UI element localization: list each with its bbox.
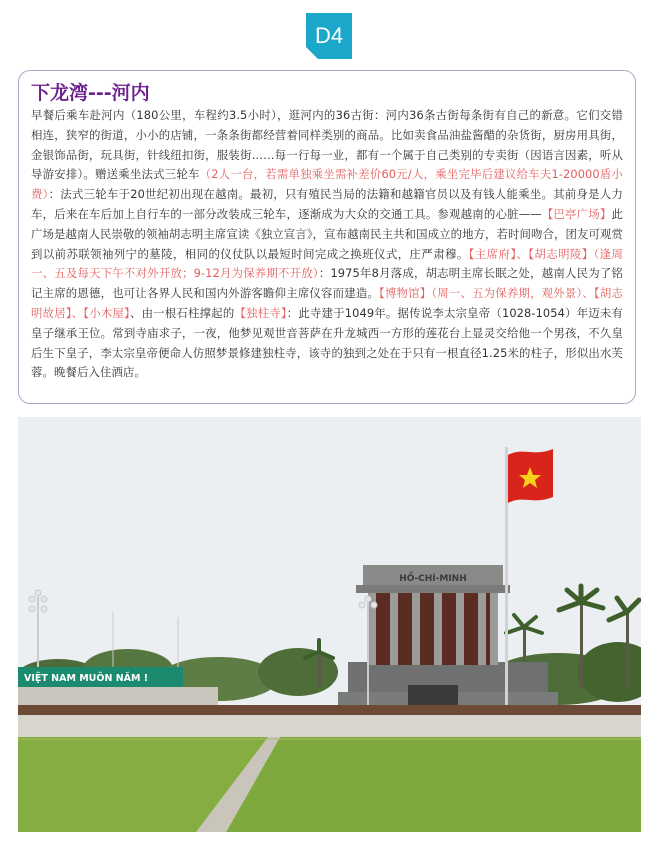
text-segment: 、由一根石柱撑起的 [129, 305, 235, 320]
text-segment: ：法式三轮车于20世纪初出现在越南。最初，只有殖民当局的法籍和越籍官员以及有钱人能乘坐。其前身是人力车，后来在车后加上自行车的一部分改装成三轮车，逐渐成为大众的交通工具。参观越南的心脏—— [31, 187, 623, 221]
text-segment: ：1975年8月落成，胡志明主席长眠之处，越南人民为了铭记主席的恩德，也可让各界人民和国内外游客瞻仰主席仪容而建造。 [31, 266, 623, 301]
lawn-right [226, 737, 641, 832]
highlight-segment: 【博物馆】（周一、五为保养期，观外景）、【胡志明故居】、【小木屋】 [31, 286, 623, 320]
itinerary-card [18, 70, 636, 404]
text-segment: 早餐后乘车赴河内（180公里，车程约3.5小时），逛河内的36古街：河内36条古街每条街有自己的新意。它们交错相连，狭窄的街道，小小的店铺，一条条街都经营着同样类别的商品。比如卖食品油盐酱醋的杂货街，厨房用具街，金银饰品街，玩具街，针线纽扣街，服装街……每一行每一业，都有一个属于自己类别的专卖街（因语言因素，听从导游安排）。赠送乘坐法式三轮车 [31, 108, 623, 182]
day-badge [306, 13, 352, 59]
day-label: D4 [314, 23, 344, 48]
highlight-segment: 【独柱寺】 [234, 305, 287, 320]
itinerary-description [31, 106, 623, 383]
text-segment: ：此寺建于1049年。据传说李太宗皇帝（1028-1054）年迈未有皇子继承王位。常到寺庙求子，一夜，他梦见观世音菩萨在升龙城西一方形的莲花台上显灵交给他一个男孩，不久皇后生下皇子，李太宗皇帝便命人仿照梦景修建独柱寺，该寺的独到之处在于只有一根直径1.25米的柱子，形似出水芙蓉。晚餐后入住酒店。 [31, 305, 624, 380]
highlight-segment: （2人一台，若需单独乘坐需补差价60元/人，乘坐完毕后建议给车夫1-20000盾小费） [31, 167, 623, 202]
badge-fold-corner [306, 47, 318, 59]
mausoleum-scene [18, 417, 641, 832]
building-sign: HỒ-CHÍ-MINH [399, 574, 467, 584]
text-segment: 此广场是越南人民崇敬的领袖胡志明主席宣读《独立宣言》，宣布越南民主共和国成立的地方，若时间吻合，团友可观赏到以前苏联领袖列宁的墓陵，相同的仪仗队以最短时间完成之换班仪式，庄严肃穆。 [31, 206, 623, 261]
walkway [18, 715, 641, 737]
highlight-segment: 【巴亭广场】 [541, 206, 612, 221]
itinerary-title: 下龙湾---河内 [31, 82, 150, 104]
mausoleum-photo [18, 417, 641, 832]
banner-text: VIỆT NAM MUÔN NĂM ! [24, 673, 149, 684]
highlight-segment: 【主席府】、【胡志明陵】（逢周一、五及每天下午不对外开放；9-12月为保养期不开放） [31, 246, 624, 281]
